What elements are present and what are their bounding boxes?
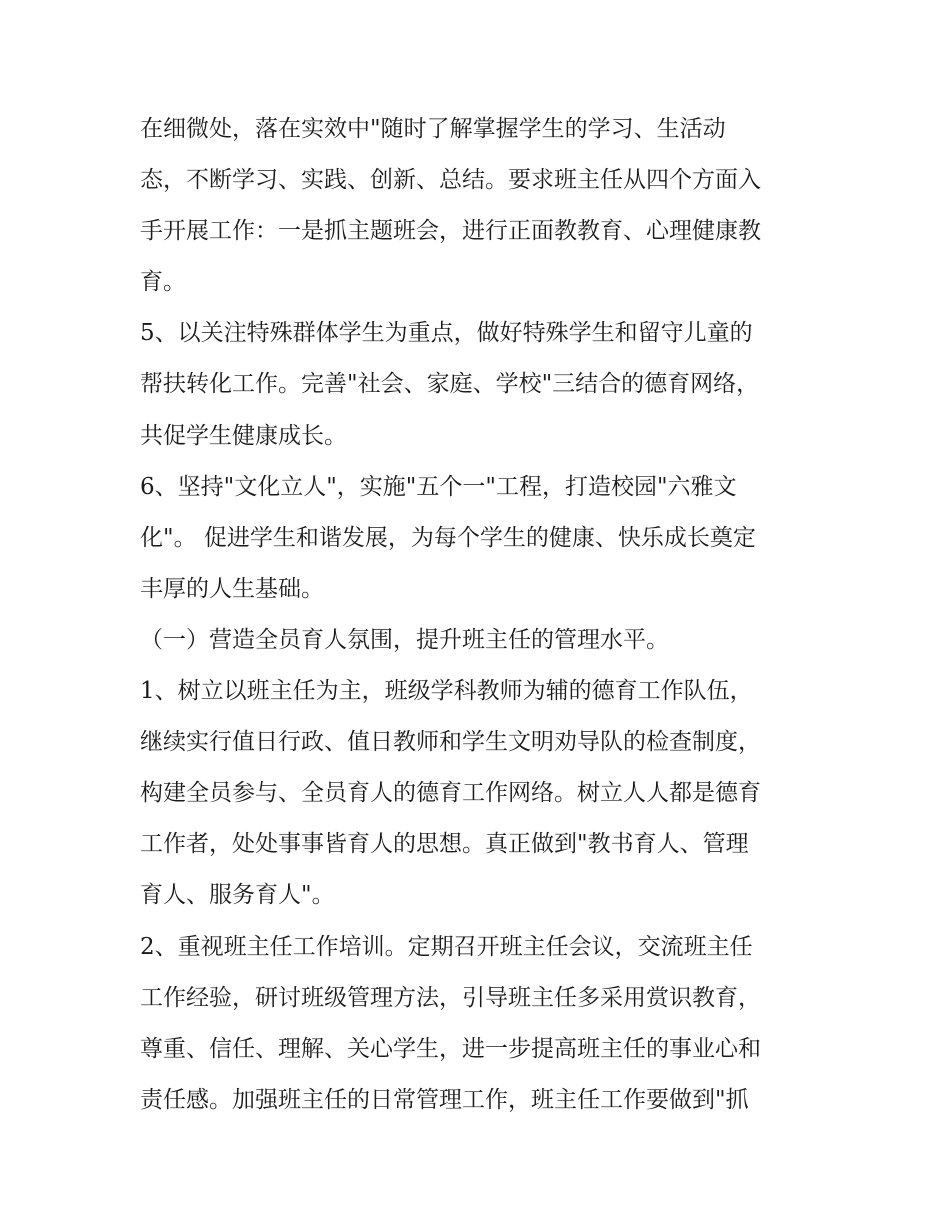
- text-line: 帮扶转化工作。完善"社会、家庭、学校"三结合的德育网络，: [140, 371, 760, 398]
- section-heading: （一）营造全员育人氛围，提升班主任的管理水平。: [140, 626, 669, 653]
- text-line: 6、坚持"文化立人"，实施"五个一"工程，打造校园"六雅文: [140, 473, 737, 500]
- text-line: 责任感。加强班主任的日常管理工作，班主任工作要做到"抓: [140, 1086, 749, 1113]
- text-line: 化"。 促进学生和谐发展，为每个学生的健康、快乐成长奠定: [140, 524, 756, 551]
- text-line: 尊重、信任、理解、关心学生，进一步提高班主任的事业心和: [140, 1035, 761, 1062]
- text-line: 态，不断学习、实践、创新、总结。要求班主任从四个方面入: [140, 167, 761, 194]
- text-line: 手开展工作：一是抓主题班会，进行正面教教育、心理健康教: [140, 218, 761, 245]
- text-line: 5、以关注特殊群体学生为重点，做好特殊学生和留守儿童的: [140, 320, 753, 347]
- text-line: 丰厚的人生基础。: [140, 575, 324, 602]
- text-line: 育人、服务育人"。: [140, 882, 335, 909]
- text-line: 工作经验，研讨班级管理方法，引导班主任多采用赏识教育，: [140, 984, 761, 1011]
- text-line: 工作者，处处事事皆育人的思想。真正做到"教书育人、管理: [140, 831, 749, 858]
- text-line: 育。: [140, 269, 186, 296]
- text-line: 2、重视班主任工作培训。定期召开班主任会议，交流班主任: [140, 933, 753, 960]
- text-line: 1、树立以班主任为主，班级学科教师为辅的德育工作队伍，: [140, 678, 753, 705]
- text-line: 构建全员参与、全员育人的德育工作网络。树立人人都是德育: [140, 780, 761, 807]
- text-line: 继续实行值日行政、值日教师和学生文明劝导队的检查制度，: [140, 729, 761, 756]
- text-line: 在细微处，落在实效中"随时了解掌握学生的学习、生活动: [140, 116, 726, 142]
- text-line: 共促学生健康成长。: [140, 422, 347, 449]
- body-text: [140, 104, 830, 1126]
